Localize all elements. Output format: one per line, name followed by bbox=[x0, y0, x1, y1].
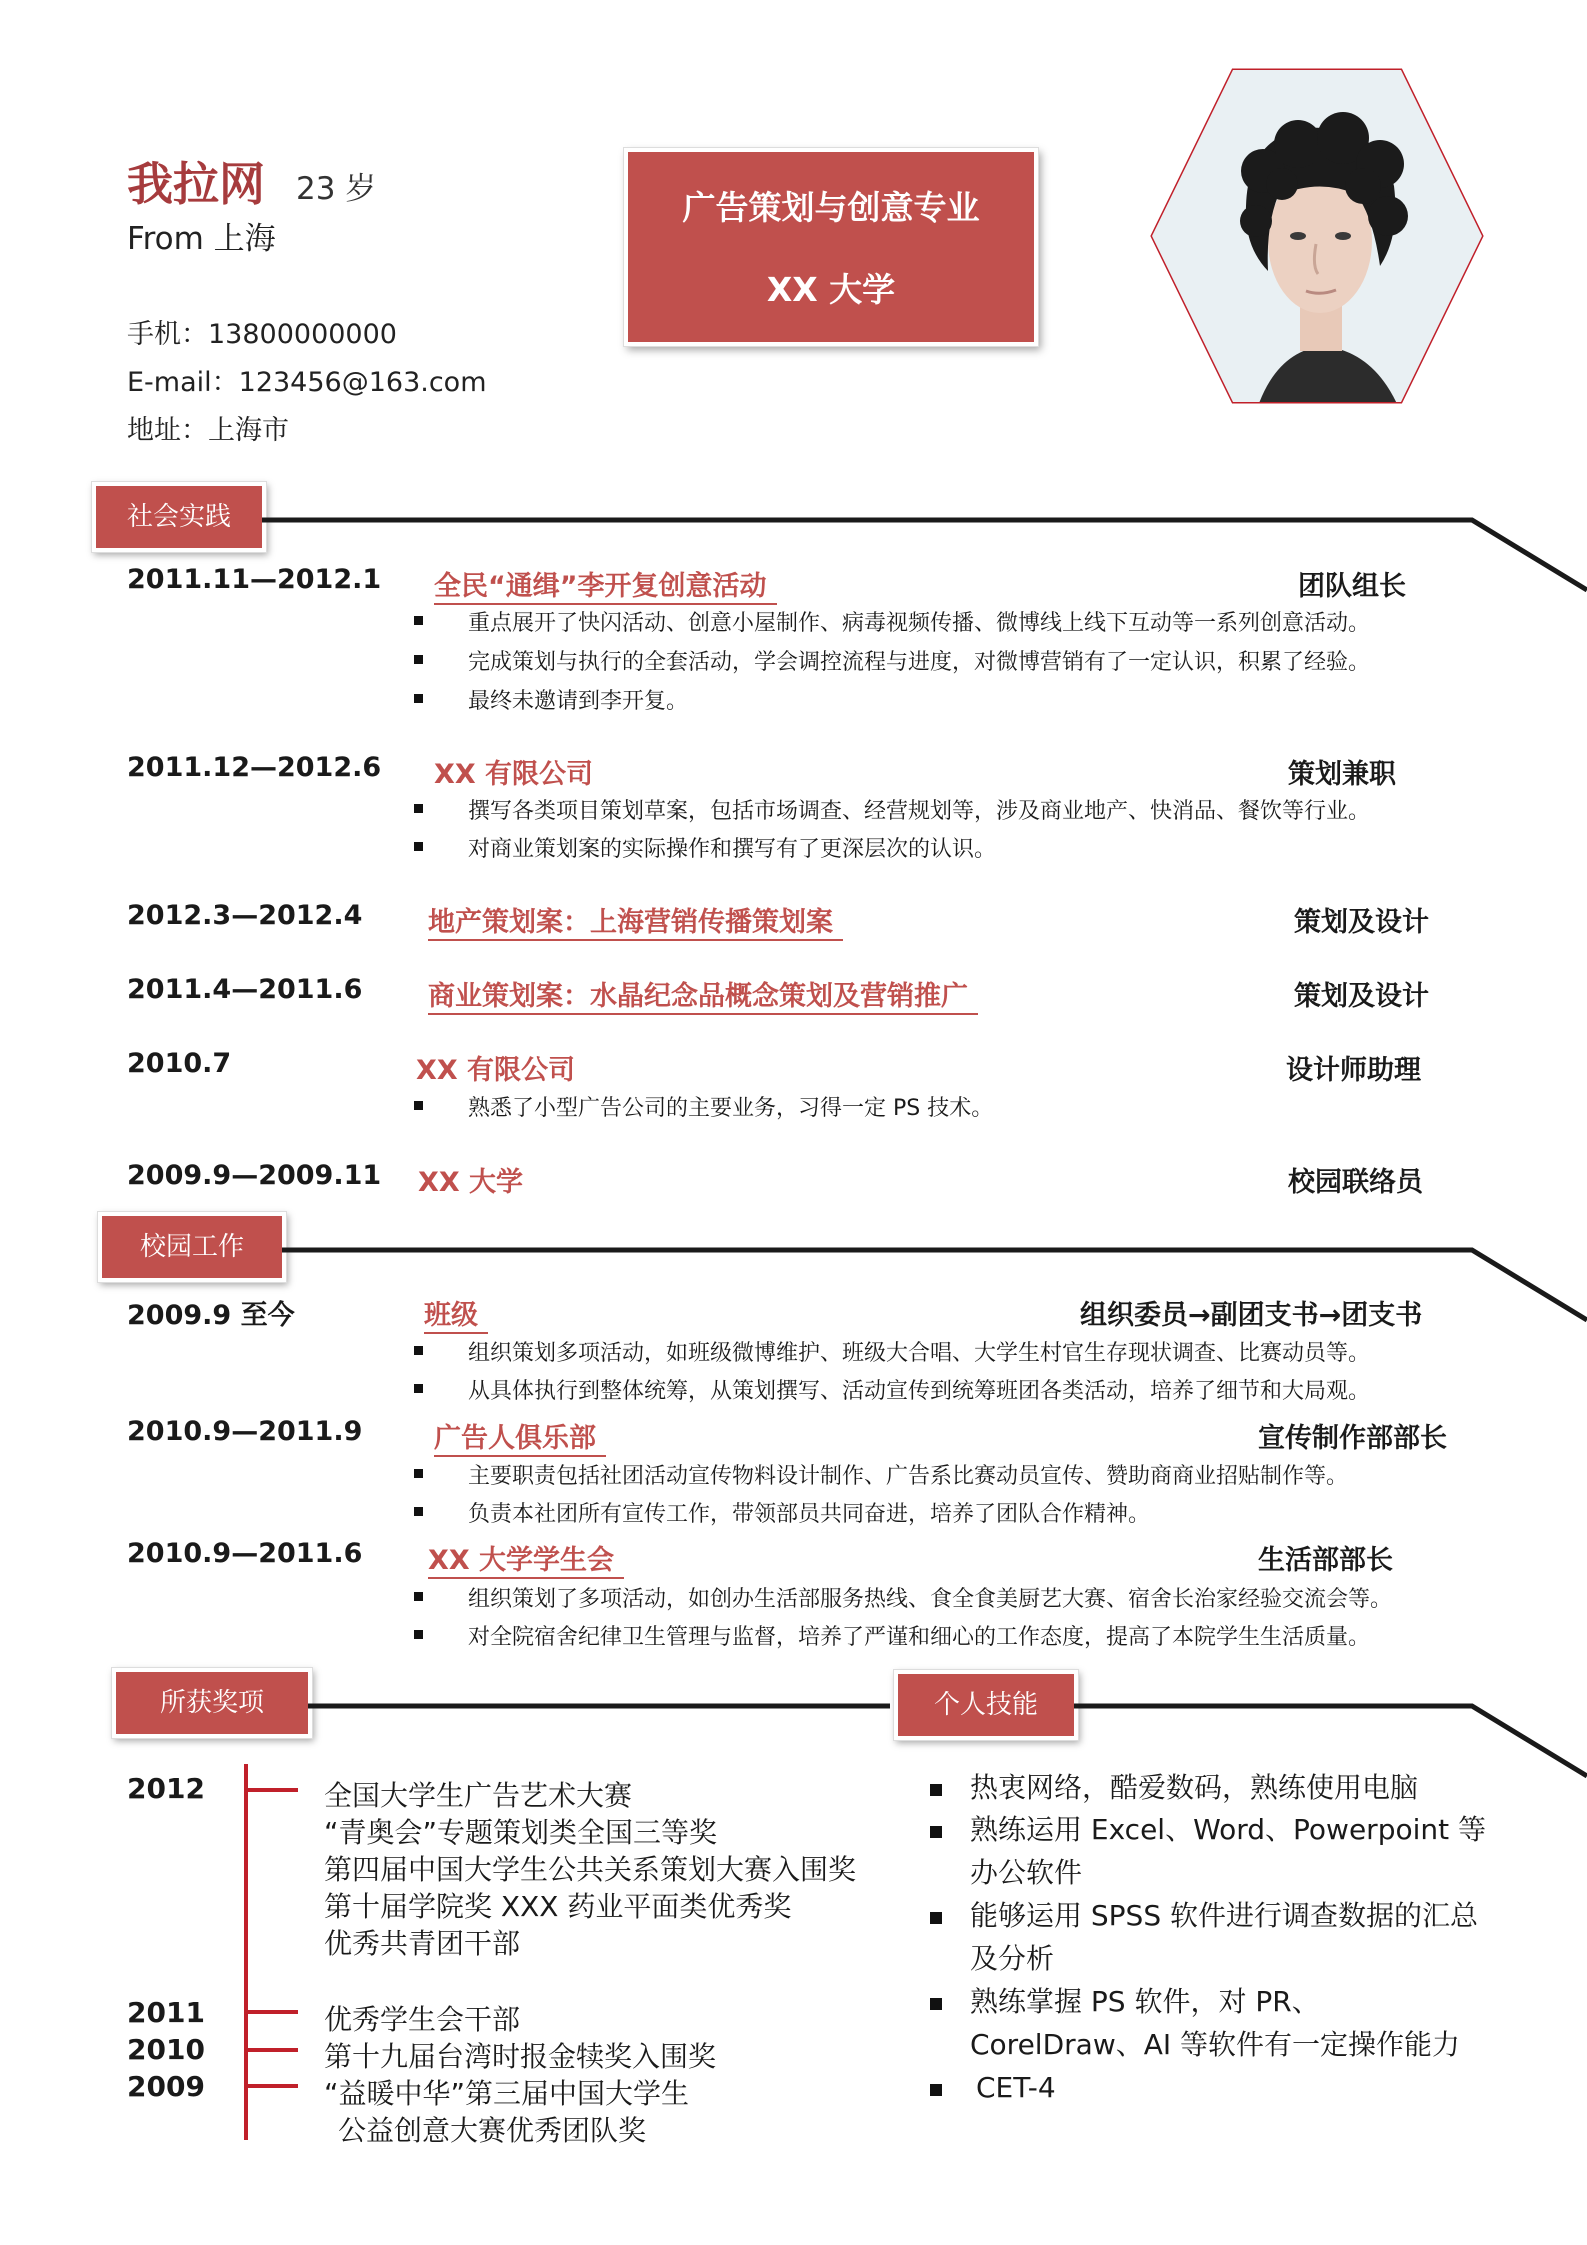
skill-item: 热衷网络，酷爱数码，熟练使用电脑 bbox=[970, 1771, 1419, 1804]
social-role-4: 策划及设计 bbox=[1294, 981, 1429, 1012]
social-org-1: 全民“通缉”李开复创意活动 bbox=[434, 564, 777, 605]
skill-bullet-icon bbox=[930, 2084, 942, 2096]
campus-date-2: 2010.9—2011.9 bbox=[127, 1416, 363, 1447]
social-org-5: XX 有限公司 bbox=[416, 1055, 576, 1086]
campus-date-3: 2010.9—2011.6 bbox=[127, 1538, 363, 1569]
award-item: 全国大学生广告艺术大赛 bbox=[324, 1779, 633, 1812]
award-item: “益暖中华”第三届中国大学生 bbox=[324, 2077, 690, 2110]
campus-role-2: 宣传制作部部长 bbox=[1258, 1423, 1447, 1454]
social-date-6: 2009.9—2009.11 bbox=[127, 1160, 382, 1191]
campus-org-3: XX 大学学生会 bbox=[428, 1538, 624, 1579]
award-item: 第十九届台湾时报金犊奖入围奖 bbox=[324, 2040, 717, 2073]
skill-item: 能够运用 SPSS 软件进行调查数据的汇总及分析 bbox=[970, 1899, 1479, 1975]
social-date-5: 2010.7 bbox=[127, 1048, 232, 1079]
social-role-6: 校园联络员 bbox=[1288, 1167, 1423, 1198]
awards-timeline bbox=[236, 1762, 316, 2152]
address-text: 地址：上海市 bbox=[127, 415, 289, 446]
skill-item: 熟练掌握 PS 软件，对 PR、CorelDraw、AI 等软件有一定操作能力 bbox=[970, 1985, 1461, 2061]
campus-bullet: 负责本社团所有宣传工作，带领部员共同奋进，培养了团队合作精神。 bbox=[428, 1497, 1110, 1528]
social-date-1: 2011.11—2012.1 bbox=[127, 564, 382, 595]
major-box bbox=[624, 148, 1038, 346]
skill-bullet-icon bbox=[930, 1912, 942, 1924]
social-org-3: 地产策划案：上海营销传播策划案 bbox=[428, 900, 843, 941]
major-text: 广告策划与创意专业 bbox=[682, 188, 980, 227]
campus-bullet: 对全院宿舍纪律卫生管理与监督，培养了严谨和细心的工作态度，提高了本院学生生活质量。 bbox=[428, 1620, 1330, 1651]
social-role-1: 团队组长 bbox=[1298, 571, 1406, 602]
award-item: 第十届学院奖 XXX 药业平面类优秀奖 bbox=[324, 1890, 792, 1923]
social-bullet: 完成策划与执行的全套活动，学会调控流程与进度，对微博营销有了一定认识，积累了经验。 bbox=[428, 645, 1330, 676]
social-role-3: 策划及设计 bbox=[1294, 907, 1429, 938]
award-item: 公益创意大赛优秀团队奖 bbox=[338, 2114, 647, 2147]
skill-item: 熟练运用 Excel、Word、Powerpoint 等办公软件 bbox=[970, 1813, 1487, 1889]
section-tag-awards: 所获奖项 bbox=[112, 1668, 312, 1738]
award-year-2009: 2009 bbox=[127, 2070, 205, 2103]
social-bullet: 最终未邀请到李开复。 bbox=[428, 684, 648, 715]
email-text: E-mail：123456@163.com bbox=[127, 367, 487, 398]
award-year-2010: 2010 bbox=[127, 2033, 205, 2066]
section-tag-skills: 个人技能 bbox=[894, 1670, 1078, 1740]
campus-org-2: 广告人俱乐部 bbox=[434, 1416, 606, 1457]
campus-bullet: 组织策划多项活动，如班级微博维护、班级大合唱、大学生村官生存现状调查、比赛动员等。 bbox=[428, 1336, 1330, 1367]
social-org-6: XX 大学 bbox=[418, 1167, 524, 1198]
social-date-4: 2011.4—2011.6 bbox=[127, 974, 363, 1005]
social-bullet: 熟悉了小型广告公司的主要业务，习得一定 PS 技术。 bbox=[428, 1091, 953, 1122]
award-item: 优秀学生会干部 bbox=[324, 2003, 521, 2036]
social-org-2: XX 有限公司 bbox=[434, 759, 594, 790]
resume-name: 我拉网 bbox=[127, 157, 265, 211]
award-item: 第四届中国大学生公共关系策划大赛入围奖 bbox=[324, 1853, 857, 1886]
social-date-3: 2012.3—2012.4 bbox=[127, 900, 363, 931]
skill-bullet-icon bbox=[930, 1784, 942, 1796]
university-text: XX 大学 bbox=[766, 270, 896, 309]
award-item: 优秀共青团干部 bbox=[324, 1927, 521, 1960]
campus-date-1: 2009.9 至今 bbox=[127, 1300, 295, 1331]
award-item: “青奥会”专题策划类全国三等奖 bbox=[324, 1816, 718, 1849]
section-tag-social: 社会实践 bbox=[92, 482, 266, 552]
social-date-2: 2011.12—2012.6 bbox=[127, 752, 382, 783]
campus-org-1: 班级 bbox=[424, 1293, 488, 1334]
campus-bullet: 从具体执行到整体统筹，从策划撰写、活动宣传到统筹班团各类活动，培养了细节和大局观。 bbox=[428, 1374, 1330, 1405]
campus-role-3: 生活部部长 bbox=[1258, 1545, 1393, 1576]
social-bullet: 对商业策划案的实际操作和撰写有了更深层次的认识。 bbox=[428, 832, 956, 863]
social-org-4: 商业策划案：水晶纪念品概念策划及营销推广 bbox=[428, 974, 978, 1015]
award-year-2011: 2011 bbox=[127, 1996, 205, 2029]
skill-bullet-icon bbox=[930, 1826, 942, 1838]
section-tag-campus: 校园工作 bbox=[98, 1212, 286, 1282]
phone-text: 手机：13800000000 bbox=[127, 319, 397, 350]
campus-bullet: 主要职责包括社团活动宣传物料设计制作、广告系比赛动员宣传、赞助商商业招贴制作等。 bbox=[428, 1459, 1308, 1490]
resume-age: 23 岁 bbox=[296, 171, 377, 207]
campus-bullet: 组织策划了多项活动，如创办生活部服务热线、食全食美厨艺大赛、宿舍长治家经验交流会等。 bbox=[428, 1582, 1352, 1613]
social-bullet: 撰写各类项目策划草案，包括市场调查、经营规划等，涉及商业地产、快消品、餐饮等行业。 bbox=[428, 794, 1330, 825]
social-role-2: 策划兼职 bbox=[1288, 759, 1396, 790]
award-year-2012: 2012 bbox=[127, 1772, 205, 1805]
skill-item: CET-4 bbox=[976, 2071, 1056, 2104]
profile-photo bbox=[1148, 66, 1486, 406]
social-role-5: 设计师助理 bbox=[1286, 1055, 1421, 1086]
resume-hometown: From 上海 bbox=[127, 221, 276, 257]
campus-role-1: 组织委员→副团支书→团支书 bbox=[1080, 1300, 1423, 1331]
skill-bullet-icon bbox=[930, 1998, 942, 2010]
social-bullet: 重点展开了快闪活动、创意小屋制作、病毒视频传播、微博线上线下互动等一系列创意活动。 bbox=[428, 606, 1330, 637]
